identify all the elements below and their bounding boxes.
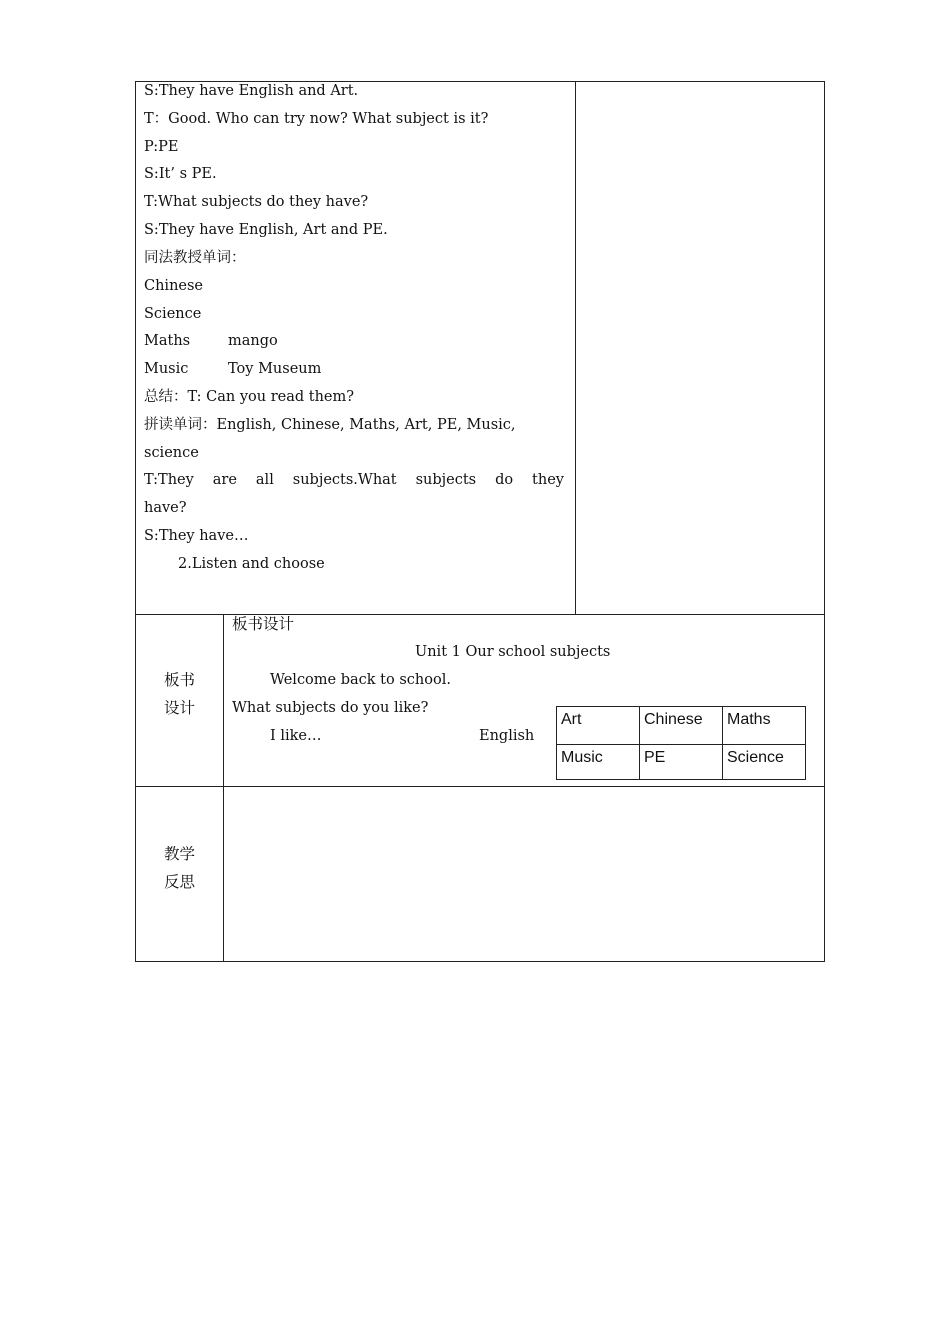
spell-line-2: science: [144, 445, 199, 461]
listen-line: 2.Listen and choose: [178, 556, 325, 572]
spell-line: 拼读单词：English, Chinese, Maths, Art, PE, Music,: [144, 417, 516, 433]
summary-line: 总结：T: Can you read them?: [144, 389, 355, 405]
lesson-line: S:It’ s PE.: [144, 166, 217, 182]
subject-cell: PE: [640, 745, 723, 780]
t-word: do: [495, 472, 514, 488]
subject-cell: Art: [557, 707, 640, 745]
lesson-line: T:What subjects do they have?: [144, 194, 369, 210]
board-answer: I like…: [270, 728, 322, 744]
word-left: Music: [144, 361, 189, 377]
reflection-row: [135, 786, 825, 962]
board-question: What subjects do you like?: [232, 700, 429, 716]
t-word: subjects: [415, 472, 477, 488]
reflection-label-divider: [223, 786, 224, 961]
lesson-line: P:PE: [144, 139, 179, 155]
subjects-table: [556, 706, 806, 780]
t-line-2: have?: [144, 500, 187, 516]
board-title: Unit 1 Our school subjects: [415, 644, 611, 660]
board-english: English: [479, 728, 535, 744]
lesson-line: S:They have English and Art.: [144, 83, 359, 99]
t-word: are: [212, 472, 237, 488]
t-word: they: [532, 472, 564, 488]
reflection-label: [164, 840, 195, 896]
lesson-column-divider: [575, 81, 576, 614]
t-word: T:They: [144, 472, 194, 488]
subjects-row: [557, 707, 806, 745]
board-label-divider: [223, 614, 224, 786]
subject-cell: Music: [557, 745, 640, 780]
lesson-line: T：Good. Who can try now? What subject is it?: [144, 111, 489, 127]
subjects-row: [557, 745, 806, 780]
lesson-line: Science: [144, 306, 202, 322]
word-left: Maths: [144, 333, 191, 349]
board-welcome: Welcome back to school.: [270, 672, 451, 688]
t-word: all: [255, 472, 274, 488]
lesson-line: S:They have English, Art and PE.: [144, 222, 388, 238]
subject-cell: Maths: [723, 707, 806, 745]
reflection-label-line1: 教学: [164, 845, 196, 863]
s-line: S:They have…: [144, 528, 249, 544]
lesson-line: Chinese: [144, 278, 204, 294]
board-label-line2: 设计: [164, 699, 196, 717]
board-heading: 板书设计: [232, 615, 295, 633]
subject-cell: Science: [723, 745, 806, 780]
t-word: subjects.What: [292, 472, 397, 488]
lesson-line: 同法教授单词：: [144, 250, 246, 266]
word-right: Toy Museum: [228, 361, 322, 377]
board-label-line1: 板书: [164, 671, 196, 689]
t-line: [144, 470, 564, 490]
word-right: mango: [228, 333, 278, 349]
board-label: [164, 666, 195, 722]
reflection-label-line2: 反思: [164, 873, 196, 891]
subject-cell: Chinese: [640, 707, 723, 745]
